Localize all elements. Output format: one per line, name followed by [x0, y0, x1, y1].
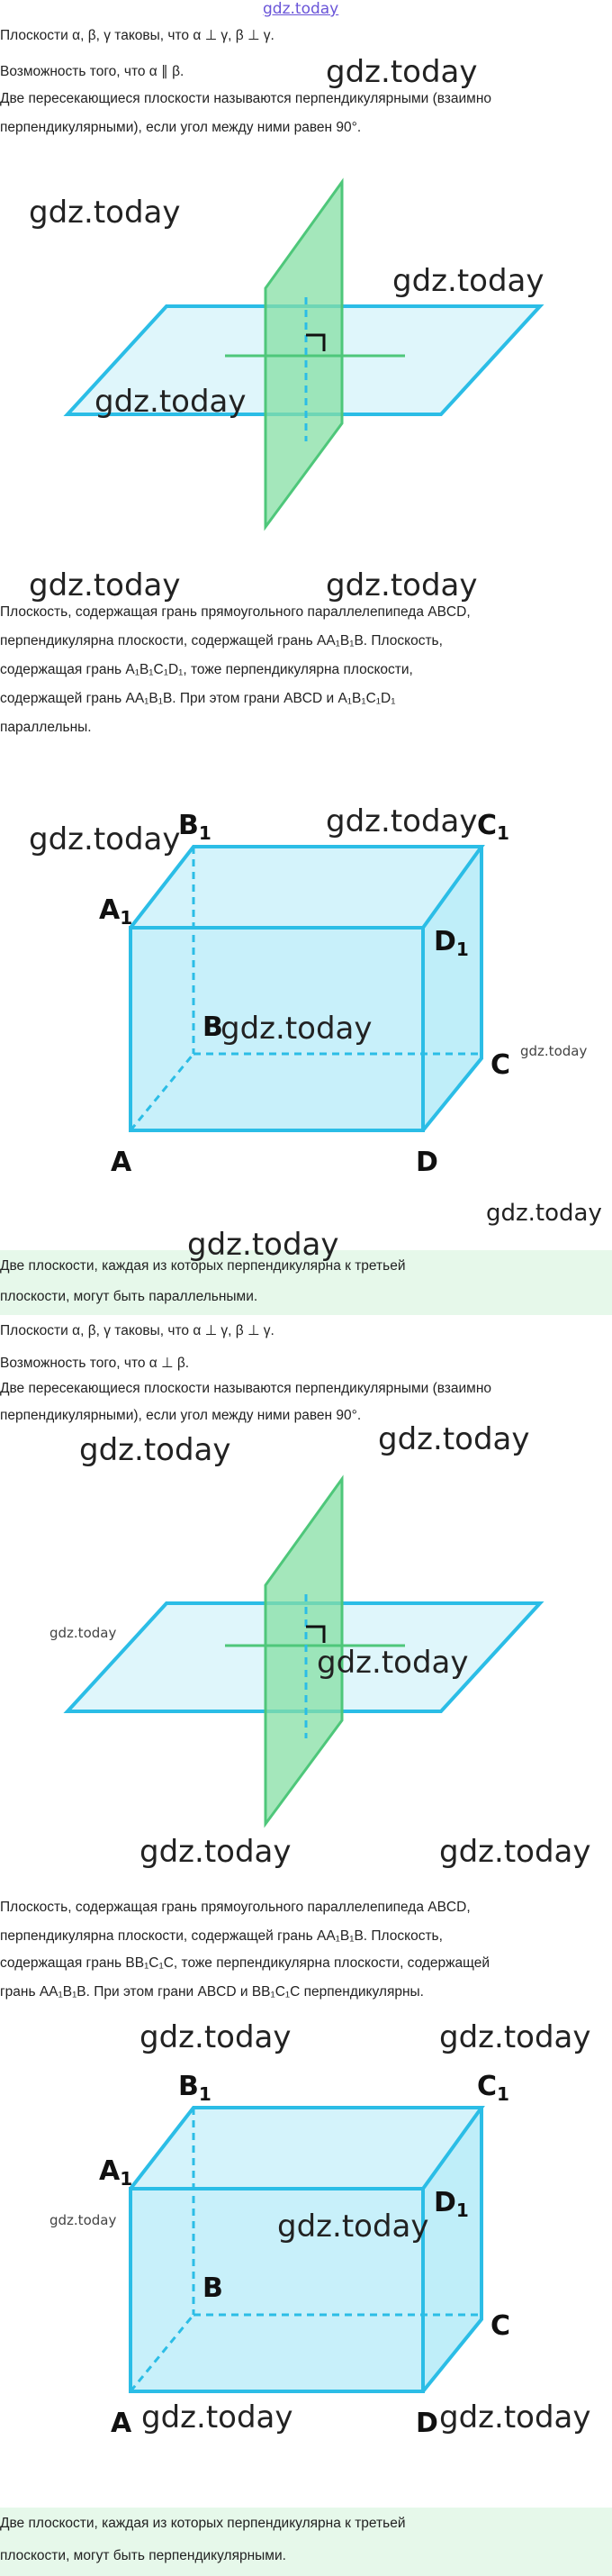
- p2-line3: Две пересекающиеся плоскости называются перпендикулярными (взаимно: [0, 1381, 492, 1396]
- watermark: gdz.today: [439, 1834, 591, 1870]
- p1-box-line5: параллельны.: [0, 720, 92, 735]
- p1-box-line4: содержащей грань AA₁B₁B. При этом грани ABCD и A₁B₁C₁D₁: [0, 691, 396, 706]
- conclusion-1-line2: плоскости, могут быть параллельными.: [0, 1289, 258, 1304]
- watermark: gdz.today: [94, 384, 247, 420]
- label-b1: $B_1$: [178, 810, 212, 844]
- watermark: gdz.today: [439, 2399, 591, 2435]
- p1-box-line2: перпендикулярна плоскости, содержащей грань AA₁B₁B. Плоскость,: [0, 633, 443, 649]
- label-a1: $A_1$: [99, 894, 133, 929]
- p1-line1: Плоскости α, β, γ таковы, что α ⊥ γ, β ⊥ γ.: [0, 28, 274, 43]
- p2-box-line1: Плоскость, содержащая грань прямоугольного параллелепипеда ABCD,: [0, 1900, 471, 1915]
- watermark: gdz.today: [378, 1421, 530, 1457]
- label-c-2: C: [490, 2310, 511, 2342]
- watermark: gdz.today: [79, 1432, 231, 1468]
- label-b: B: [202, 1011, 223, 1043]
- watermark: gdz.today: [439, 2019, 591, 2055]
- label-b1-2: $B_1$: [178, 2071, 212, 2105]
- p1-box-line3: содержащая грань A₁B₁C₁D₁, тоже перпендикулярна плоскости,: [0, 662, 413, 677]
- watermark: gdz.today: [29, 567, 181, 603]
- watermark: gdz.today: [29, 821, 181, 857]
- watermark: gdz.today: [187, 1227, 339, 1263]
- watermark: gdz.today: [277, 2209, 429, 2245]
- conclusion-2-line2: плоскости, могут быть перпендикулярными.: [0, 2548, 286, 2563]
- watermark: gdz.today: [520, 1043, 588, 1059]
- p1-box-line1: Плоскость, содержащая грань прямоугольного параллелепипеда ABCD,: [0, 604, 471, 620]
- label-b-2: B: [202, 2272, 223, 2304]
- watermark: gdz.today: [326, 803, 478, 839]
- label-a1-2: $A_1$: [99, 2155, 133, 2190]
- p2-line2: Возможность того, что α ⊥ β.: [0, 1356, 190, 1371]
- watermark: gdz.today: [140, 2019, 292, 2055]
- p1-line2: Возможность того, что α ∥ β.: [0, 64, 184, 79]
- label-a-2: A: [111, 2408, 132, 2439]
- watermark: gdz.today: [50, 2212, 117, 2228]
- p2-box-line3: содержащая грань BB₁C₁C, тоже перпендикулярна плоскости, содержащей: [0, 1955, 490, 1971]
- label-d1: $D_1$: [434, 926, 469, 960]
- conclusion-1-line1: Две плоскости, каждая из которых перпендикулярна к третьей: [0, 1258, 406, 1274]
- label-c1-2: $C_1$: [477, 2071, 509, 2105]
- label-a: A: [111, 1147, 132, 1178]
- watermark: gdz.today: [141, 2399, 293, 2435]
- label-c: C: [490, 1049, 511, 1081]
- conclusion-2-line1: Две плоскости, каждая из которых перпендикулярна к третьей: [0, 2516, 406, 2531]
- label-d-2: D: [416, 2408, 438, 2439]
- watermark: gdz.today: [486, 1200, 602, 1227]
- watermark: gdz.today: [326, 54, 478, 90]
- planes-figure-2: [0, 1468, 612, 1846]
- label-d1-2: $D_1$: [434, 2187, 469, 2221]
- label-c1: $C_1$: [477, 810, 509, 844]
- watermark: gdz.today: [326, 567, 478, 603]
- watermark: gdz.today: [50, 1625, 117, 1641]
- header-link[interactable]: gdz.today: [263, 0, 339, 18]
- p2-box-line4: грань AA₁B₁B. При этом грани ABCD и BB₁C₁C перпендикулярны.: [0, 1984, 424, 2000]
- conclusion-box-2: [0, 2508, 612, 2576]
- p2-line1: Плоскости α, β, γ таковы, что α ⊥ γ, β ⊥ γ.: [0, 1323, 274, 1338]
- p1-line3: Две пересекающиеся плоскости называются перпендикулярными (взаимно: [0, 91, 492, 106]
- watermark: gdz.today: [29, 195, 181, 231]
- watermark: gdz.today: [317, 1645, 469, 1681]
- box-figure-2: [0, 2045, 612, 2459]
- p2-line4: перпендикулярными), если угол между ними равен 90°.: [0, 1408, 362, 1423]
- label-d: D: [416, 1147, 438, 1178]
- p2-box-line2: перпендикулярна плоскости, содержащей грань AA₁B₁B. Плоскость,: [0, 1928, 443, 1944]
- watermark: gdz.today: [392, 263, 544, 299]
- watermark: gdz.today: [140, 1834, 292, 1870]
- watermark: gdz.today: [220, 1011, 373, 1047]
- p1-line4: перпендикулярными), если угол между ними равен 90°.: [0, 120, 362, 135]
